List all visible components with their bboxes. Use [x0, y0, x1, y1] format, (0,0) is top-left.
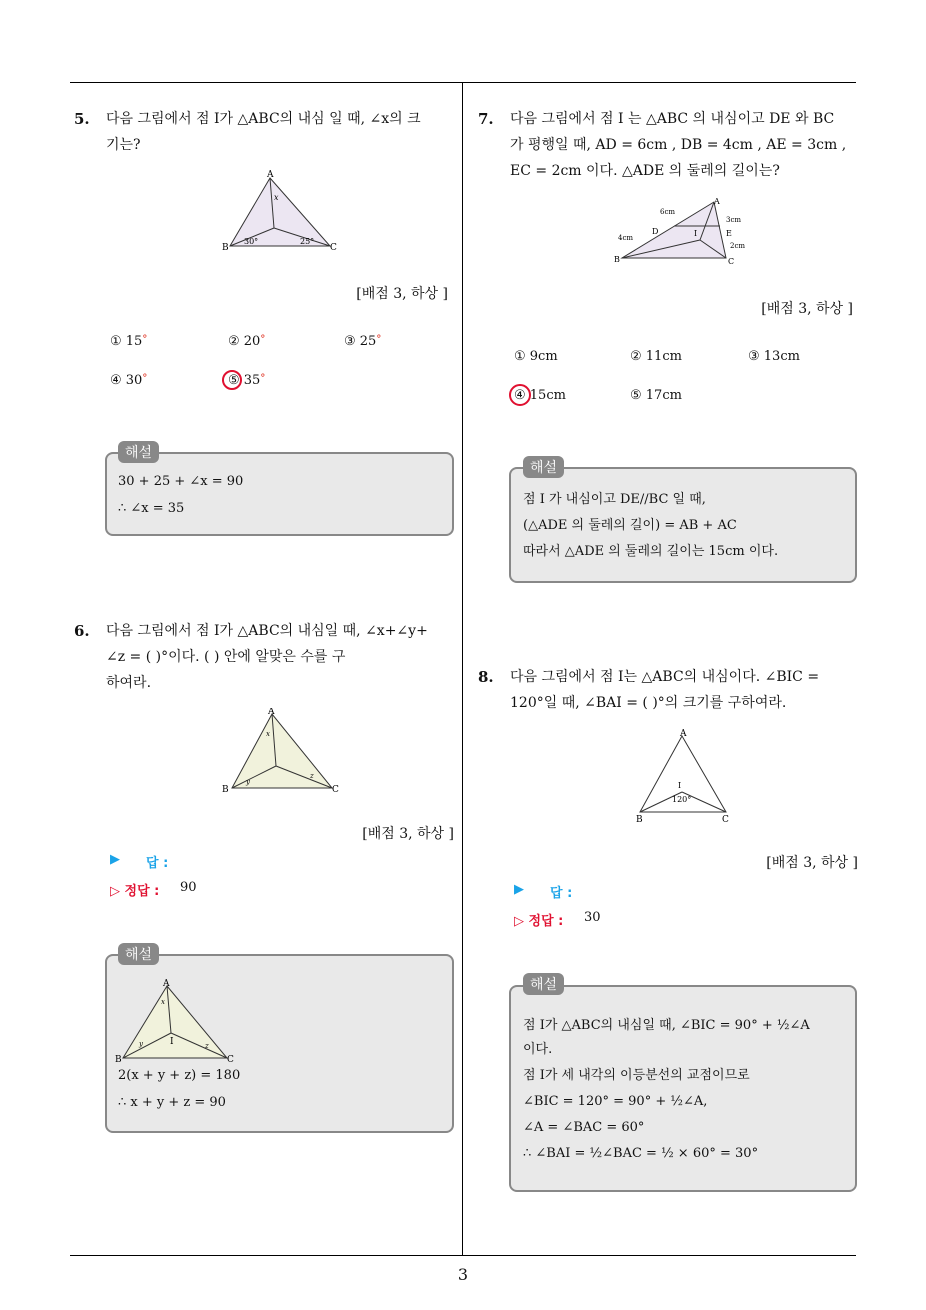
- q5-choice-1[interactable]: ① 15°: [110, 334, 148, 349]
- q5-fig-label-c: C: [330, 243, 337, 253]
- q6-expl-fig-label-y: y: [139, 1040, 143, 1048]
- q7-fig-label-e: E: [726, 229, 732, 238]
- q5-explanation-tag: 해설: [118, 441, 159, 463]
- q8-fig-label-b: B: [636, 815, 643, 824]
- q6-text-line1: 다음 그림에서 점 I가 △ABC의 내심일 때, ∠x+∠y+: [106, 623, 428, 639]
- q5-choice-5[interactable]: ⑤ 35°: [228, 373, 266, 388]
- q8-figure: [632, 728, 742, 824]
- q5-fig-label-b: B: [222, 243, 229, 253]
- q7-fig-label-ae: 3cm: [726, 216, 742, 224]
- q8-text: [510, 664, 860, 716]
- q6-text: [106, 618, 458, 696]
- q7-expl-line3: 따라서 △ADE 의 둘레의 길이는 15cm 이다.: [523, 544, 779, 559]
- q7-text-line1: 다음 그림에서 점 I 는 △ABC 의 내심이고 DE 와 BC: [510, 111, 835, 127]
- q5-expl-line1: 30 + 25 + ∠x = 90: [118, 474, 244, 489]
- q6-expl-figure: [115, 978, 237, 1066]
- q6-number: 6.: [74, 622, 90, 640]
- q6-fig-label-c: C: [332, 785, 339, 795]
- q5-expl-line2: ∴ ∠x = 35: [118, 501, 185, 516]
- q7-text: [510, 106, 860, 184]
- q7-fig-label-b: B: [614, 255, 620, 264]
- q7-expl-line2: (△ADE 의 둘레의 길이) = AB + AC: [523, 518, 737, 533]
- q7-text-line2: 가 평행일 때, AD = 6cm , DB = 4cm , AE = 3cm ,: [510, 137, 847, 153]
- q6-expl-line1: 2(x + y + z) = 180: [118, 1068, 241, 1083]
- q6-score: [배점 3, 하상 ]: [362, 826, 454, 842]
- q7-choice-1[interactable]: ① 9cm: [514, 349, 558, 364]
- q8-expl-line6: ∴ ∠BAI = ½∠BAC = ½ × 60° = 30°: [523, 1146, 759, 1161]
- q8-expl-line3: 점 I가 세 내각의 이등분선의 교점이므로: [523, 1068, 750, 1083]
- page-number: 3: [457, 1265, 469, 1284]
- q7-choice-2[interactable]: ② 11cm: [630, 349, 682, 364]
- q5-fig-angle-c: 25°: [300, 237, 315, 246]
- q6-explanation-tag: 해설: [118, 943, 159, 965]
- q7-score: [배점 3, 하상 ]: [761, 301, 853, 317]
- q6-answer-arrow-icon: ▶: [110, 852, 120, 867]
- q8-fig-angle: 120°: [672, 795, 692, 804]
- q8-expl-line5: ∠A = ∠BAC = 60°: [523, 1120, 645, 1135]
- q8-expl-line2: 이다.: [523, 1042, 553, 1057]
- q6-expl-fig-label-i: I: [170, 1037, 174, 1047]
- q5-fig-angle-b: 30°: [244, 237, 259, 246]
- q6-text-line2: ∠z = ( )°이다. ( ) 안에 알맞은 수를 구: [106, 649, 346, 665]
- q7-selected-mark: [509, 384, 531, 406]
- q7-choice-5[interactable]: ⑤ 17cm: [630, 388, 682, 403]
- q6-fig-label-a: A: [268, 708, 275, 717]
- q7-fig-label-ec: 2cm: [730, 242, 746, 250]
- q7-fig-label-ad: 6cm: [660, 208, 676, 216]
- q6-expl-fig-label-c: C: [227, 1055, 234, 1065]
- q5-selected-mark: [222, 370, 242, 390]
- q6-expl-fig-label-a: A: [163, 979, 170, 989]
- q6-figure: [222, 708, 344, 796]
- q8-correct-label: ▷ 정답 :: [514, 914, 564, 929]
- q5-figure: [222, 170, 342, 255]
- q5-choice-4[interactable]: ④ 30°: [110, 373, 148, 388]
- q6-expl-fig-label-z: z: [205, 1042, 209, 1050]
- q8-answer-arrow-icon: ▶: [514, 882, 524, 897]
- q5-text-line1: 다음 그림에서 점 I가 △ABC의 내심 일 때, ∠x의 크: [106, 111, 421, 127]
- q5-score: [배점 3, 하상 ]: [356, 286, 448, 302]
- q5-fig-label-x: x: [274, 193, 279, 202]
- q7-number: 7.: [478, 110, 494, 128]
- q5-number: 5.: [74, 110, 90, 128]
- q6-answer-label: 답 :: [146, 856, 169, 871]
- q8-answer-label: 답 :: [550, 886, 573, 901]
- q8-fig-label-c: C: [722, 815, 729, 824]
- q7-fig-label-c: C: [728, 257, 735, 266]
- column-divider: [462, 82, 463, 1256]
- q7-fig-label-d: D: [652, 227, 659, 236]
- q7-explanation-tag: 해설: [523, 456, 564, 478]
- q8-text-line2: 120°일 때, ∠BAI = ( )°의 크기를 구하여라.: [510, 695, 787, 711]
- q7-fig-label-db: 4cm: [618, 234, 634, 242]
- q7-fig-label-a: A: [714, 197, 720, 206]
- q7-choice-4[interactable]: ④ 15cm: [514, 388, 566, 403]
- q6-fig-label-y: y: [246, 778, 250, 786]
- q8-expl-line1: 점 I가 △ABC의 내심일 때, ∠BIC = 90° + ½∠A: [523, 1018, 810, 1033]
- bottom-rule: [70, 1255, 856, 1256]
- q6-expl-line2: ∴ x + y + z = 90: [118, 1095, 226, 1110]
- q7-expl-line1: 점 I 가 내심이고 DE//BC 일 때,: [523, 492, 706, 507]
- q8-fig-label-a: A: [680, 729, 687, 739]
- q7-text-line3: EC = 2cm 이다. △ADE 의 둘레의 길이는?: [510, 163, 780, 179]
- q6-correct-label: ▷ 정답 :: [110, 884, 160, 899]
- q6-text-line3: 하여라.: [106, 675, 152, 691]
- q6-fig-label-x: x: [266, 730, 270, 738]
- q8-text-line1: 다음 그림에서 점 I는 △ABC의 내심이다. ∠BIC =: [510, 669, 820, 685]
- q6-correct-value: 90: [180, 880, 197, 895]
- q8-correct-value: 30: [584, 910, 601, 925]
- top-rule: [70, 82, 856, 83]
- q7-figure: [614, 196, 754, 266]
- q5-text-line2: 기는?: [106, 137, 141, 153]
- q8-explanation-tag: 해설: [523, 973, 564, 995]
- q8-expl-line4: ∠BIC = 120° = 90° + ½∠A,: [523, 1094, 708, 1109]
- q5-choice-3[interactable]: ③ 25°: [344, 334, 382, 349]
- q7-choice-3[interactable]: ③ 13cm: [748, 349, 800, 364]
- q5-choice-2[interactable]: ② 20°: [228, 334, 266, 349]
- q8-fig-label-i: I: [678, 781, 682, 790]
- q6-fig-label-z: z: [310, 772, 314, 780]
- q7-fig-label-i: I: [694, 229, 698, 238]
- q5-text: [106, 106, 456, 158]
- q8-number: 8.: [478, 668, 494, 686]
- q8-score: [배점 3, 하상 ]: [766, 855, 858, 871]
- q5-fig-label-a: A: [267, 170, 274, 180]
- q6-expl-fig-label-b: B: [115, 1055, 122, 1065]
- q6-fig-label-b: B: [222, 785, 229, 795]
- q6-expl-fig-label-x: x: [161, 998, 165, 1006]
